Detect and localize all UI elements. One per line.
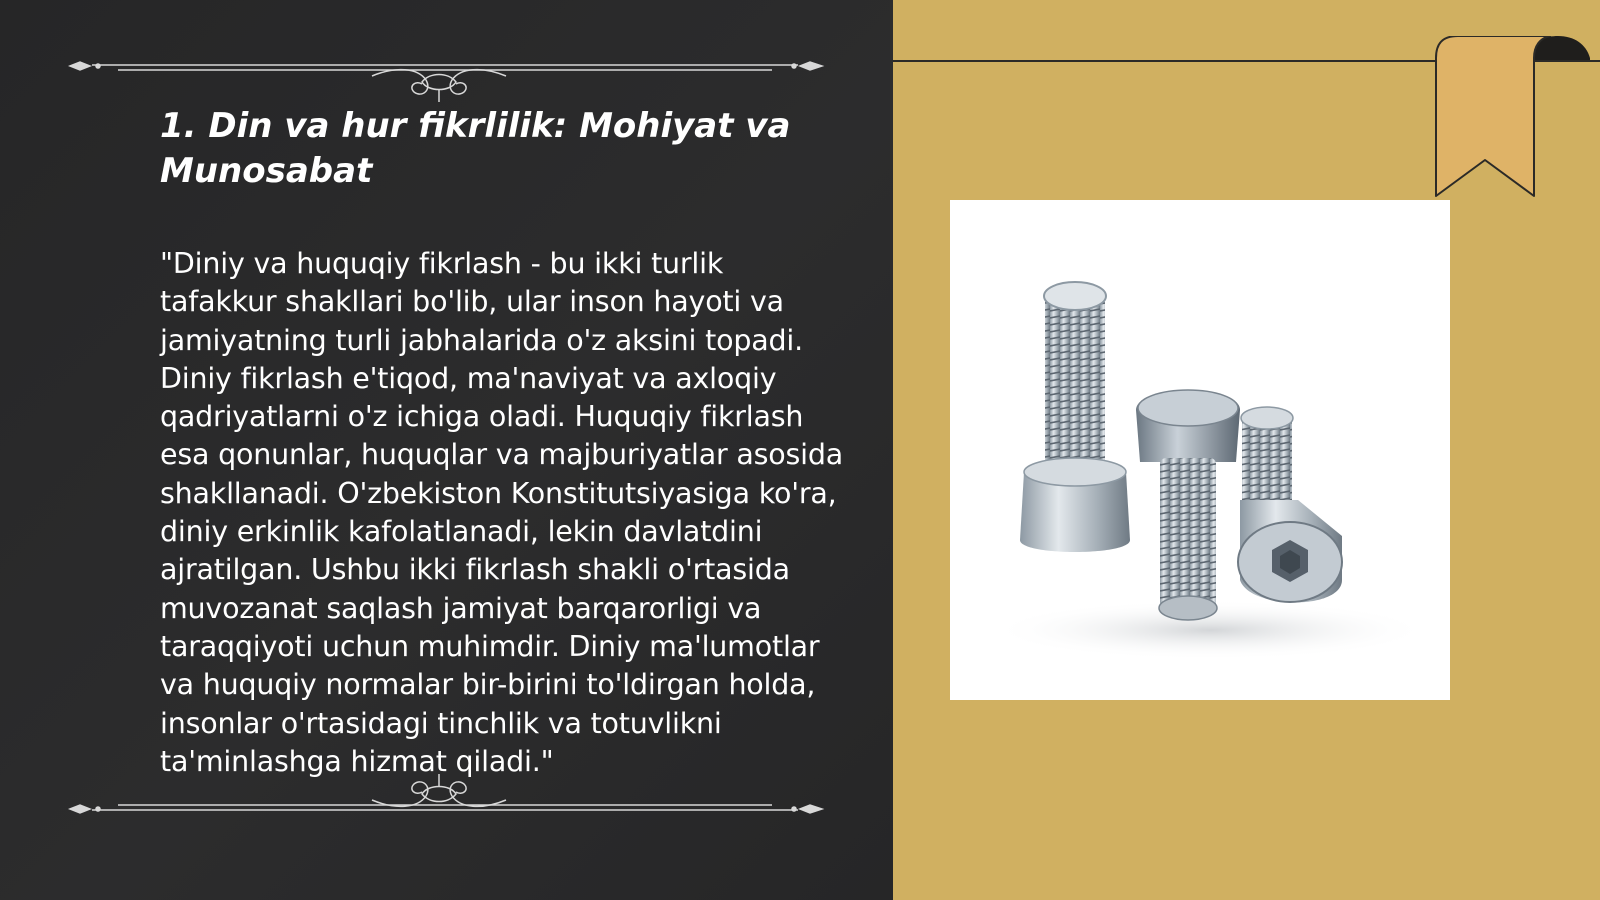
- body-paragraph: "Diniy va huquqiy fikrlash - bu ikki turlik tafakkur shakllari bo'lib, ular inson hayoti va jamiyatning turli jabhalarida o'z aksini topadi. Diniy fikrlash e'tiqod, ma'naviyat va axloqiy qadriyatlarni o'z ichiga oladi. Huquqiy fikrlash esa qonunlar, huquqlar va majburiyatlar asosida shakllanadi. O'zbekiston Konstitutsiyasiga ko'ra, diniy erkinlik kafolatlanadi, lekin davlatdini ajratilgan. Ushbu ikki fikrlash shakli o'rtasida muvozanat saqlash jamiyat barqarorligi va taraqqiyoti uchun muhimdir. Diniy ma'lumotlar va huquqiy normalar bir-birini to'ldirgan holda, insonlar o'rtasidagi tinchlik va totuvlikni ta'minlashga hizmat qiladi.": [160, 247, 844, 778]
- product-photo: [950, 200, 1450, 700]
- bottom-ornament-divider-icon: [66, 766, 828, 826]
- bolts-photo-icon: [950, 200, 1450, 700]
- top-ornament-divider-icon: [66, 42, 828, 102]
- bookmark-ribbon-icon: [1434, 36, 1594, 198]
- slide-title: 1. Din va hur fikrlilik: Mohiyat va Munosabat: [160, 106, 791, 191]
